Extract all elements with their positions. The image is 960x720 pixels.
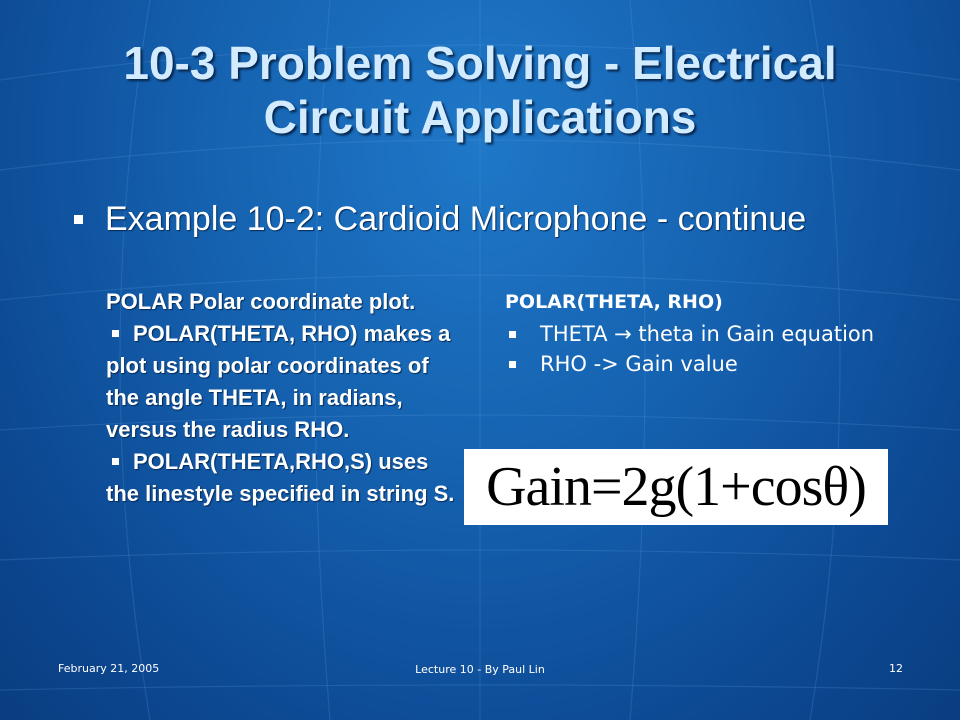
right-list-item (505, 353, 925, 375)
right-list-item (505, 323, 925, 345)
gain-equation-box (464, 449, 888, 525)
bullet-square-icon (112, 458, 119, 465)
right-text-column (505, 289, 925, 375)
right-list-item-text: RHO -> Gain value (540, 352, 738, 376)
footer-page-number: 12 (889, 662, 903, 675)
bullet-square-icon (74, 215, 83, 224)
polar-paragraph-2 (106, 446, 466, 510)
bullet-square-icon (509, 331, 516, 338)
slide-title (0, 36, 960, 144)
footer-lecture: Lecture 10 - By Paul Lin (415, 663, 545, 676)
polar-paragraph-1 (106, 318, 466, 446)
right-heading: POLAR(THETA, RHO) (505, 291, 723, 313)
left-text-column (106, 286, 466, 510)
main-bullet-text: Example 10-2: Cardioid Microphone - continue (105, 200, 807, 238)
polar-paragraph-2-text: POLAR(THETA,RHO,S) uses the linestyle specified in string S. (106, 449, 455, 506)
polar-paragraph-1-text: POLAR(THETA, RHO) makes a plot using polar coordinates of the angle THETA, in radians, versus the radius RHO. (106, 321, 451, 442)
slide-title-line2: Circuit Applications (263, 91, 697, 143)
main-bullet (74, 200, 806, 239)
polar-description: POLAR Polar coordinate plot. (106, 289, 416, 314)
gain-equation: Gain=2g(1+cosθ) (486, 456, 866, 518)
footer-date: February 21, 2005 (58, 662, 160, 675)
slide-title-line1: 10-3 Problem Solving - Electrical (123, 37, 837, 89)
bullet-square-icon (112, 330, 119, 337)
right-list-item-text: THETA → theta in Gain equation (540, 322, 875, 346)
bullet-square-icon (509, 361, 516, 368)
